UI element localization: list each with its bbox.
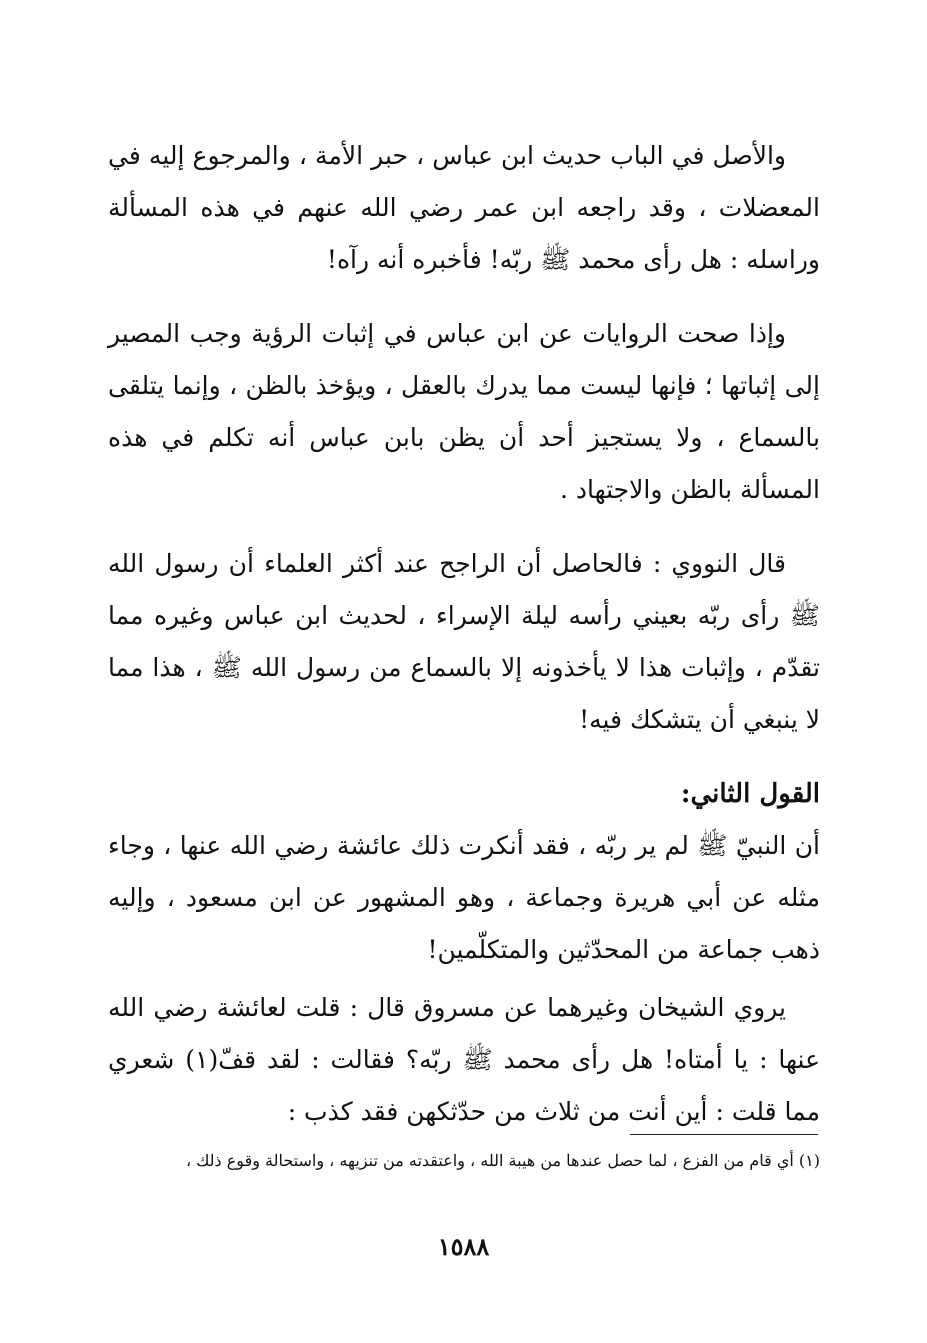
paragraph-4: أن النبيّ ﷺ لم ير ربّه ، فقد أنكرت ذلك عائشة رضي الله عنها ، وجاء مثله عن أبي هريرة وجماعة ، وهو المشهور عن ابن مسعود ، وإليه ذهب جماعة من المحدّثين والمتكلّمين! bbox=[108, 831, 820, 964]
page-number: ١٥٨٨ bbox=[437, 1232, 490, 1261]
paragraph-1: والأصل في الباب حديث ابن عباس ، حبر الأمة ، والمرجوع إليه في المعضلات ، وقد راجعه ابن عمر رضي الله عنهم في هذه المسألة وراسله : هل رأى محمد ﷺ ربّه! فأخبره أنه رآه! bbox=[108, 141, 820, 274]
paragraph-gap bbox=[108, 746, 820, 768]
paragraph-5: يروي الشيخان وغيرهما عن مسروق قال : قلت لعائشة رضي الله عنها : يا أمتاه! هل رأى محمد ﷺ ربّه؟ فقالت : لقد قفّ(١) شعري مما قلت : أين أنت من ثلاث من حدّثكهن فقد كذب : bbox=[108, 993, 820, 1126]
paragraph-2: وإذا صحت الروايات عن ابن عباس في إثبات الرؤية وجب المصير إلى إثباتها ؛ فإنها ليست مما يدرك بالعقل ، ويؤخذ بالظن ، وإنما يتلقى بالسماع ، ولا يستجيز أحد أن يظن بابن عباس أنه تكلم في هذه المسألة بالظن والاجتهاد . bbox=[108, 319, 821, 504]
paragraph-3: قال النووي : فالحاصل أن الراجح عند أكثر العلماء أن رسول الله ﷺ رأى ربّه بعيني رأسه ليلة الإسراء ، لحديث ابن عباس وغيره مما تقدّم ، وإثبات هذا لا يأخذونه إلا بالسماع من رسول الله ﷺ ، هذا مما لا ينبغي أن يتشكك فيه! bbox=[108, 549, 820, 734]
section-heading: القول الثاني: bbox=[680, 779, 820, 809]
main-text bbox=[108, 130, 820, 1138]
paragraph-gap bbox=[108, 286, 820, 308]
footnote: (١) أي قام من الفزع ، لما حصل عندها من هيبة الله ، واعتقدته من تنزيهه ، واستحالة وقوع ذلك ، bbox=[185, 1151, 820, 1170]
paragraph-gap bbox=[108, 516, 820, 538]
footnote-separator bbox=[630, 1134, 818, 1135]
